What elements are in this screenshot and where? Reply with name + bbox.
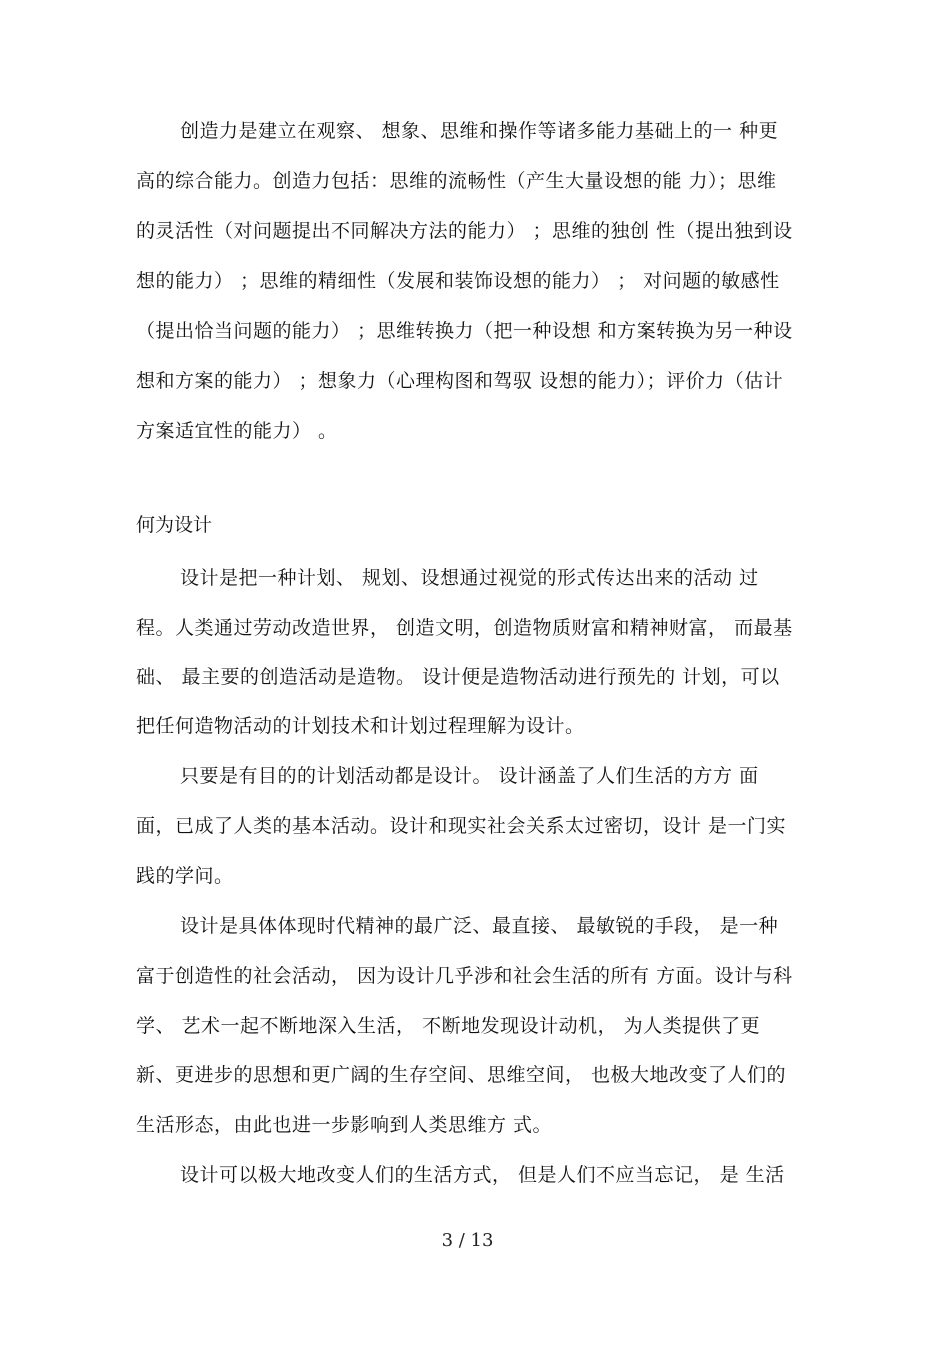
section-heading: 何为设计 bbox=[136, 514, 213, 536]
paragraph-line: 高的综合能力。创造力包括：思维的流畅性（产生大量设想的能 力）；思维 bbox=[136, 170, 777, 192]
paragraph-line: 把任何造物活动的计划技术和计划过程理解为设计。 bbox=[136, 715, 585, 737]
paragraph-line: 设计可以极大地改变人们的生活方式， 但是人们不应当忘记， 是 生活 bbox=[180, 1164, 785, 1186]
paragraph-line: 创造力是建立在观察、 想象、思维和操作等诸多能力基础上的一 种更 bbox=[180, 120, 779, 142]
paragraph-line: 设计是具体体现时代精神的最广泛、最直接、 最敏锐的手段， 是一种 bbox=[180, 915, 779, 937]
paragraph-line: 想的能力） ；思维的精细性（发展和装饰设想的能力） ； 对问题的敏感性 bbox=[136, 270, 780, 292]
paragraph-line: 只要是有目的的计划活动都是设计。 设计涵盖了人们生活的方方 面 bbox=[180, 765, 759, 787]
paragraph-line: 方案适宜性的能力） 。 bbox=[136, 420, 338, 442]
paragraph-line: 程。人类通过劳动改造世界， 创造文明，创造物质财富和精神财富， 而最基 bbox=[136, 617, 793, 639]
paragraph-line: 的灵活性（对问题提出不同解决方法的能力） ；思维的独创 性（提出独到设 bbox=[136, 220, 793, 242]
paragraph-line: 践的学问。 bbox=[136, 865, 234, 887]
paragraph-line: 生活形态，由此也进一步影响到人类思维方 式。 bbox=[136, 1114, 553, 1136]
paragraph-line: 础、 最主要的创造活动是造物。 设计便是造物活动进行预先的 计划，可以 bbox=[136, 666, 780, 688]
paragraph-line: 面，已成了人类的基本活动。设计和现实社会关系太过密切，设计 是一门实 bbox=[136, 815, 787, 837]
paragraph-line: 富于创造性的社会活动， 因为设计几乎涉和社会生活的所有 方面。设计与科 bbox=[136, 965, 793, 987]
paragraph-line: 设计是把一种计划、 规划、设想通过视觉的形式传达出来的活动 过 bbox=[180, 567, 759, 589]
paragraph-line: 想和方案的能力） ；想象力（心理构图和驾驭 设想的能力）；评价力（估计 bbox=[136, 370, 784, 392]
paragraph-line: 学、 艺术一起不断地深入生活， 不断地发现设计动机， 为人类提供了更 bbox=[136, 1015, 761, 1037]
paragraph-line: （提出恰当问题的能力） ；思维转换力（把一种设想 和方案转换为另一种设 bbox=[136, 320, 793, 342]
page-number: 3 / 13 bbox=[441, 1230, 494, 1251]
paragraph-line: 新、更进步的思想和更广阔的生存空间、思维空间， 也极大地改变了人们的 bbox=[136, 1064, 787, 1086]
